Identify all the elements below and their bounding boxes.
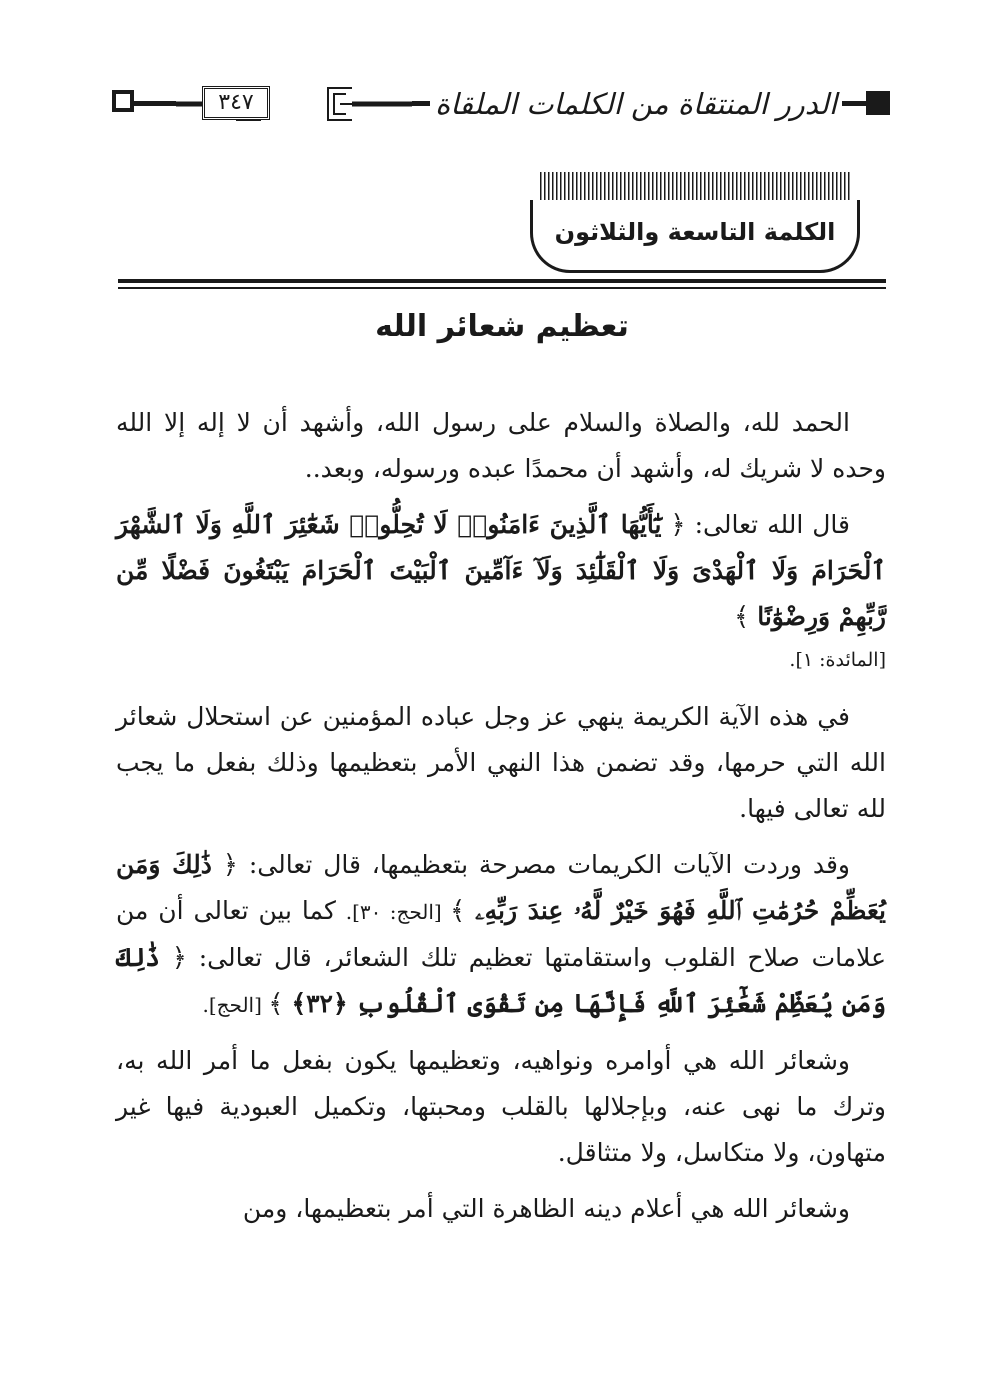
page-number: ٣٤٧ [202, 86, 270, 120]
ornate-bracket-open: ﴿ [171, 943, 187, 973]
paragraph-definition: وشعائر الله هي أوامره ونواهيه، وتعظيمها يكون بفعل ما أمر الله به، وترك ما نهى عنه، وبإجلالها بالقلب ومحبتها، وتكميل العبودية فيها غير متهاون، ولا متكاسل، ولا متثاقل. [116, 1046, 886, 1167]
body-text [116, 400, 886, 1242]
ornate-bracket-open: ﴿ [670, 510, 686, 540]
chapter-label: الكلمة التاسعة والثلاثون [554, 218, 836, 246]
ornate-bracket-close: ﴾ [450, 896, 466, 926]
header-square-ornament-outline [112, 90, 134, 112]
running-header [112, 80, 890, 132]
ornate-bracket-close: ﴾ [268, 989, 284, 1019]
header-square-ornament [866, 91, 890, 115]
divider-thick [118, 279, 886, 283]
ornate-bracket-open: ﴿ [222, 850, 238, 880]
paragraph-explanation: في هذه الآية الكريمة ينهي عز وجل عباده المؤمنين عن استحلال شعائر الله التي حرمها، وقد تضمن هذا النهي الأمر بتعظيمها وذلك بفعل ما يجب لله تعالى فيها. [116, 702, 886, 823]
paragraph-continued: وشعائر الله هي أعلام دينه الظاهرة التي أمر بتعظيمها، ومن [242, 1194, 850, 1223]
quran-verse: يَٰٓأَيُّهَا ٱلَّذِينَ ءَامَنُوا۟ لَا تُحِلُّوا۟ شَعَٰٓئِرَ ٱللَّهِ وَلَا ٱلشَّهْرَ ٱلْحَرَامَ وَلَا ٱلْهَدْىَ وَلَا ٱلْقَلَٰٓئِدَ وَلَآ ءَآمِّينَ ٱلْبَيْتَ ٱلْحَرَامَ يَبْتَغُونَ فَضْلًا مِّن رَّبِّهِمْ وَرِضْوَٰنًا [116, 510, 886, 631]
divider-thin [118, 287, 886, 289]
quran-verse: ذَٰلِكَ وَمَن يُعَظِّمْ شَعَٰٓئِرَ ٱللَّهِ فَإِنَّهَا مِن تَقْوَى ٱلْقُلُوبِ ﴿٣٢﴾ [116, 943, 886, 1018]
paragraph-verses [116, 842, 886, 1028]
chapter-banner [530, 168, 860, 274]
verses-continuation: كما بين تعالى أن من علامات صلاح القلوب واستقامتها تعظيم تلك الشعائر، قال تعالى: [116, 896, 886, 972]
book-title: الدرر المنتقاة من الكلمات الملقاة [430, 84, 842, 124]
verse-reference: [الحج]. [202, 993, 269, 1017]
verse-reference: [الحج: ٣٠]. [345, 900, 451, 924]
paragraph-quran-quote [116, 502, 886, 640]
quran-verse: ذَٰلِكَ وَمَن يُعَظِّمْ حُرُمَٰتِ ٱللَّهِ فَهُوَ خَيْرٌ لَّهُۥ عِندَ رَبِّهِۦ [116, 850, 886, 925]
ornate-bracket-close: ﴾ [734, 602, 750, 632]
chapter-title: تعظيم شعائر الله [375, 309, 629, 344]
verses-intro: وقد وردت الآيات الكريمات مصرحة بتعظيمها، قال تعالى: [238, 850, 850, 879]
paragraph-opening: الحمد لله، والصلاة والسلام على رسول الله، وأشهد أن لا إله إلا الله وحده لا شريك له، وأشهد أن محمدًا عبده ورسوله، وبعد.. [116, 408, 886, 483]
verse-reference: [المائدة: ١]. [789, 649, 886, 671]
quote-intro: قال الله تعالى: [685, 510, 850, 539]
